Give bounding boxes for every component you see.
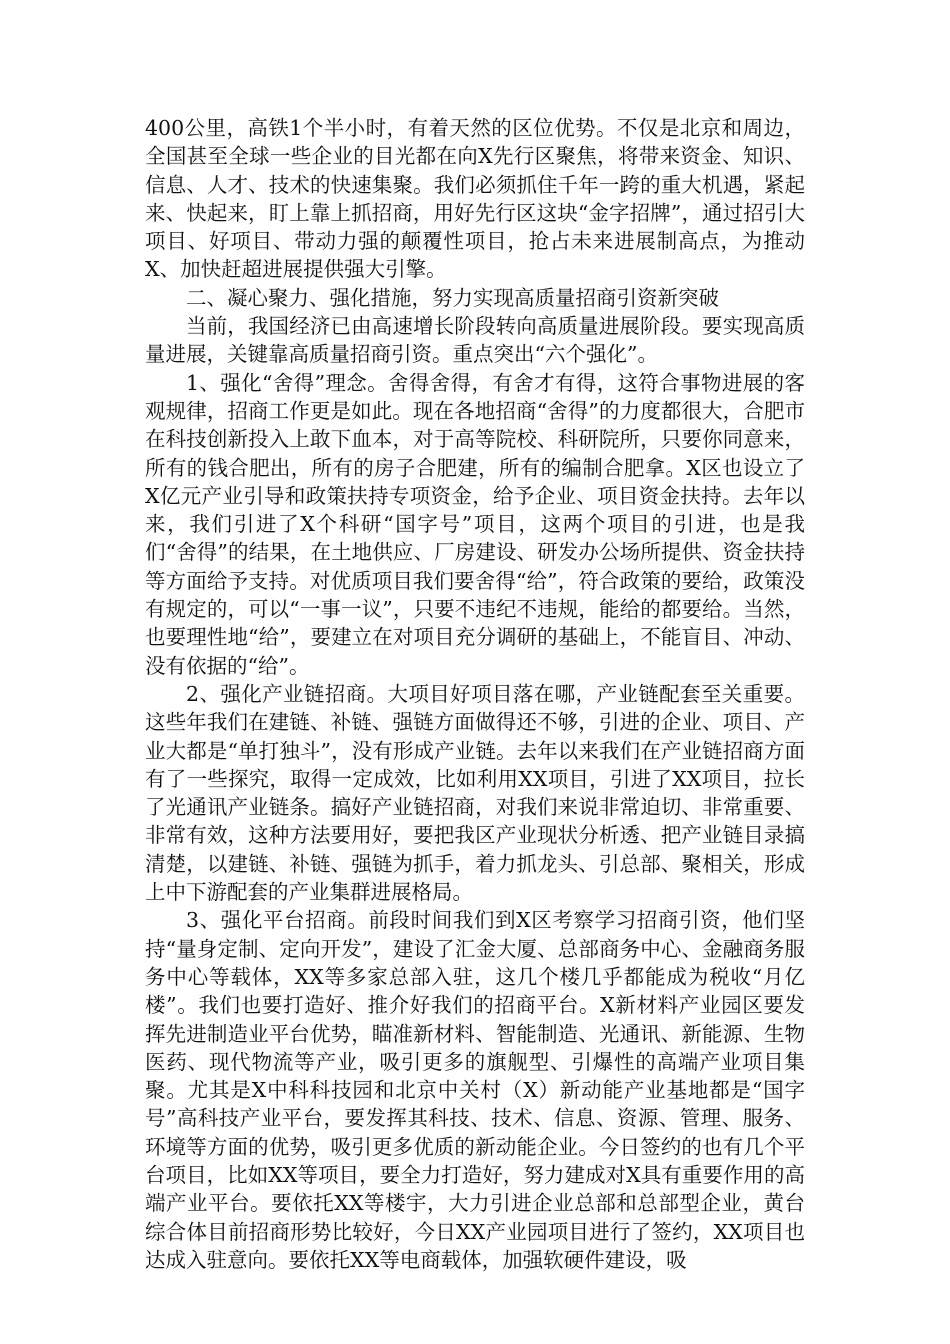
- document-body: [145, 114, 805, 1274]
- paragraph-item-1: 1、强化“舍得”理念。舍得舍得，有舍才有得，这符合事物进展的客观规律，招商工作更是如此。现在各地招商“舍得”的力度都很大，合肥市在科技创新投入上敢下血本，对于高等院校、科研院所，只要你同意来，所有的钱合肥出，所有的房子合肥建，所有的编制合肥拿。X区也设立了X亿元产业引导和政策扶持专项资金，给予企业、项目资金扶持。去年以来，我们引进了X个科研“国字号”项目，这两个项目的引进，也是我们“舍得”的结果，在土地供应、厂房建设、研发办公场所提供、资金扶持等方面给予支持。对优质项目我们要舍得“给”，符合政策的要给，政策没有规定的，可以“一事一议”，只要不违纪不违规，能给的都要给。当然，也要理性地“给”，要建立在对项目充分调研的基础上，不能盲目、冲动、没有依据的“给”。: [145, 370, 805, 678]
- paragraph-location-advantage: 400公里，高铁1个半小时，有着天然的区位优势。不仅是北京和周边，全国甚至全球一些企业的目光都在向X先行区聚焦，将带来资金、知识、信息、人才、技术的快速集聚。我们必须抓住千年一跨的重大机遇，紧起来、快起来，盯上靠上抓招商，用好先行区这块“金字招牌”，通过招引大项目、好项目、带动力强的颠覆性项目，抢占未来进展制高点，为推动X、加快赶超进展提供强大引擎。: [145, 116, 805, 282]
- paragraph-intro-six-strengthen: 当前，我国经济已由高速增长阶段转向高质量进展阶段。要实现高质量进展，关键靠高质量招商引资。重点突出“六个强化”。: [145, 314, 805, 367]
- section-heading-2: 二、凝心聚力、强化措施，努力实现高质量招商引资新突破: [186, 285, 719, 310]
- paragraph-item-2: 2、强化产业链招商。大项目好项目落在哪，产业链配套至关重要。这些年我们在建链、补链、强链方面做得还不够，引进的企业、项目、产业大都是“单打独斗”，没有形成产业链。去年以来我们在产业链招商方面有了一些探究，取得一定成效，比如利用XX项目，引进了XX项目，拉长了光通讯产业链条。搞好产业链招商，对我们来说非常迫切、非常重要、非常有效，这种方法要用好，要把我区产业现状分析透、把产业链目录搞清楚，以建链、补链、强链为抓手，着力抓龙头、引总部、聚相关，形成上中下游配套的产业集群进展格局。: [145, 681, 805, 905]
- paragraph-item-3: 3、强化平台招商。前段时间我们到X区考察学习招商引资，他们坚持“量身定制、定向开发”，建设了汇金大厦、总部商务中心、金融商务服务中心等载体，XX等多家总部入驻，这几个楼几乎都能成为税收“月亿楼”。我们也要打造好、推介好我们的招商平台。X新材料产业园区要发挥先进制造业平台优势，瞄准新材料、智能制造、光通讯、新能源、生物医药、现代物流等产业，吸引更多的旗舰型、引爆性的高端产业项目集聚。尤其是X中科科技园和北京中关村（X）新动能产业基地都是“国字号”高科技产业平台，要发挥其科技、技术、信息、资源、管理、服务、环境等方面的优势，吸引更多优质的新动能企业。今日签约的也有几个平台项目，比如XX等项目，要全力打造好，努力建成对X具有重要作用的高端产业平台。要依托XX等楼宇，大力引进企业总部和总部型企业，黄台综合体目前招商形势比较好，今日XX产业园项目进行了签约，XX项目也达成入驻意向。要依托XX等电商载体，加强软硬件建设，吸: [145, 908, 805, 1272]
